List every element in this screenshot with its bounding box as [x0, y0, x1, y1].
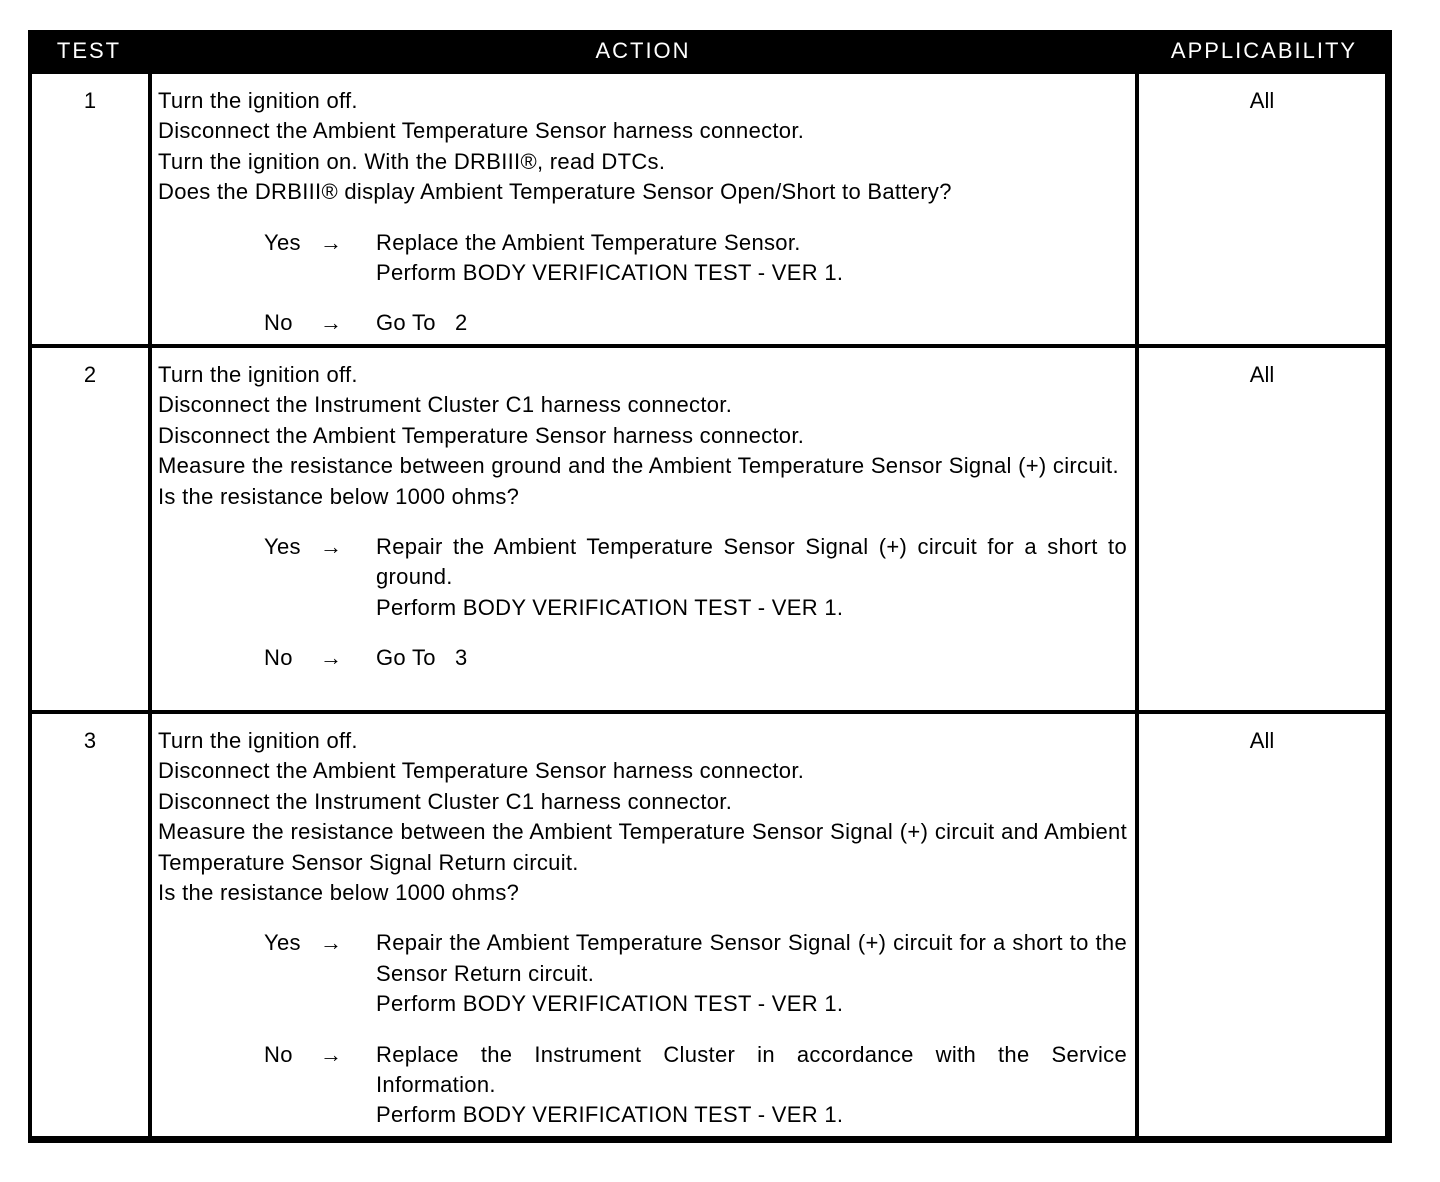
row-1-action-cell: [152, 74, 1135, 344]
response-text: Replace the Ambient Temperature Sensor.: [376, 229, 801, 255]
diagnostic-table: [28, 30, 1392, 1143]
response-text: Repair the Ambient Temperature Sensor Signal (+) circuit for a short to ground.: [376, 534, 1127, 590]
yes-label: Yes: [264, 229, 301, 255]
response-text: Perform BODY VERIFICATION TEST - VER 1.: [376, 1102, 844, 1128]
response-text: Repair the Ambient Temperature Sensor Signal (+) circuit for a short to the Sensor Return circuit.: [376, 930, 1127, 986]
arrow-icon: →: [320, 645, 343, 671]
header-action: ACTION: [595, 38, 691, 63]
step-text: Disconnect the Ambient Temperature Sensor harness connector.: [158, 118, 805, 144]
step-text: Disconnect the Ambient Temperature Sensor harness connector.: [158, 422, 805, 448]
header-applicability: APPLICABILITY: [1170, 38, 1358, 63]
yes-response: [264, 532, 1127, 623]
test-number: 3: [83, 728, 97, 753]
step-text: Turn the ignition off.: [158, 362, 358, 387]
step-text: Turn the ignition on. With the DRBIII®, read DTCs.: [158, 148, 666, 174]
step-text: Turn the ignition off.: [158, 88, 358, 113]
table-header: [28, 30, 1392, 72]
no-response: [264, 1040, 1127, 1131]
response-text: Perform BODY VERIFICATION TEST - VER 1.: [376, 594, 844, 620]
arrow-icon: →: [320, 229, 343, 255]
step-text: Turn the ignition off.: [158, 728, 358, 753]
row-3-applicability-cell: [1139, 714, 1385, 1136]
row-2-test-cell: [32, 348, 148, 710]
no-label: No: [264, 1041, 293, 1067]
arrow-icon: →: [320, 930, 343, 956]
response-text: Perform BODY VERIFICATION TEST - VER 1.: [376, 991, 844, 1017]
step-text: Measure the resistance between ground and the Ambient Temperature Sensor Signal (+) circuit.: [158, 453, 1119, 479]
yes-label: Yes: [264, 930, 301, 956]
response-text: Perform BODY VERIFICATION TEST - VER 1.: [376, 260, 844, 286]
arrow-icon: →: [320, 310, 343, 336]
step-text: Disconnect the Instrument Cluster C1 harness connector.: [158, 392, 733, 418]
response-text: Go To 3: [376, 645, 468, 671]
row-3-action-cell: [152, 714, 1135, 1136]
yes-response: [264, 928, 1127, 1019]
step-text: Disconnect the Ambient Temperature Sensor harness connector.: [158, 758, 805, 784]
no-response: [264, 643, 1127, 673]
row-1-applicability-cell: [1139, 74, 1385, 344]
step-text: Is the resistance below 1000 ohms?: [158, 483, 520, 509]
response-text: Go To 2: [376, 310, 468, 336]
no-response: [264, 308, 1127, 338]
test-number: 1: [83, 88, 97, 113]
applicability-value: All: [1249, 88, 1275, 113]
applicability-value: All: [1249, 728, 1275, 753]
test-number: 2: [83, 362, 97, 387]
row-1-test-cell: [32, 74, 148, 344]
step-text: Does the DRBIII® display Ambient Temperature Sensor Open/Short to Battery?: [158, 179, 952, 205]
step-text: Disconnect the Instrument Cluster C1 harness connector.: [158, 788, 733, 814]
response-text: Replace the Instrument Cluster in accordance with the Service Information.: [376, 1041, 1127, 1098]
step-text: Is the resistance below 1000 ohms?: [158, 880, 520, 906]
arrow-icon: →: [320, 1041, 343, 1067]
row-3-test-cell: [32, 714, 148, 1136]
yes-response: [264, 228, 1127, 289]
header-test: TEST: [56, 38, 122, 63]
applicability-value: All: [1249, 362, 1275, 387]
no-label: No: [264, 310, 293, 336]
no-label: No: [264, 645, 293, 671]
yes-label: Yes: [264, 534, 301, 560]
step-text: Measure the resistance between the Ambient Temperature Sensor Signal (+) circuit and Ambient Temperature Sensor Signal Return circuit.: [158, 819, 1127, 875]
row-2-action-cell: [152, 348, 1135, 710]
row-2-applicability-cell: [1139, 348, 1385, 710]
arrow-icon: →: [320, 534, 343, 560]
